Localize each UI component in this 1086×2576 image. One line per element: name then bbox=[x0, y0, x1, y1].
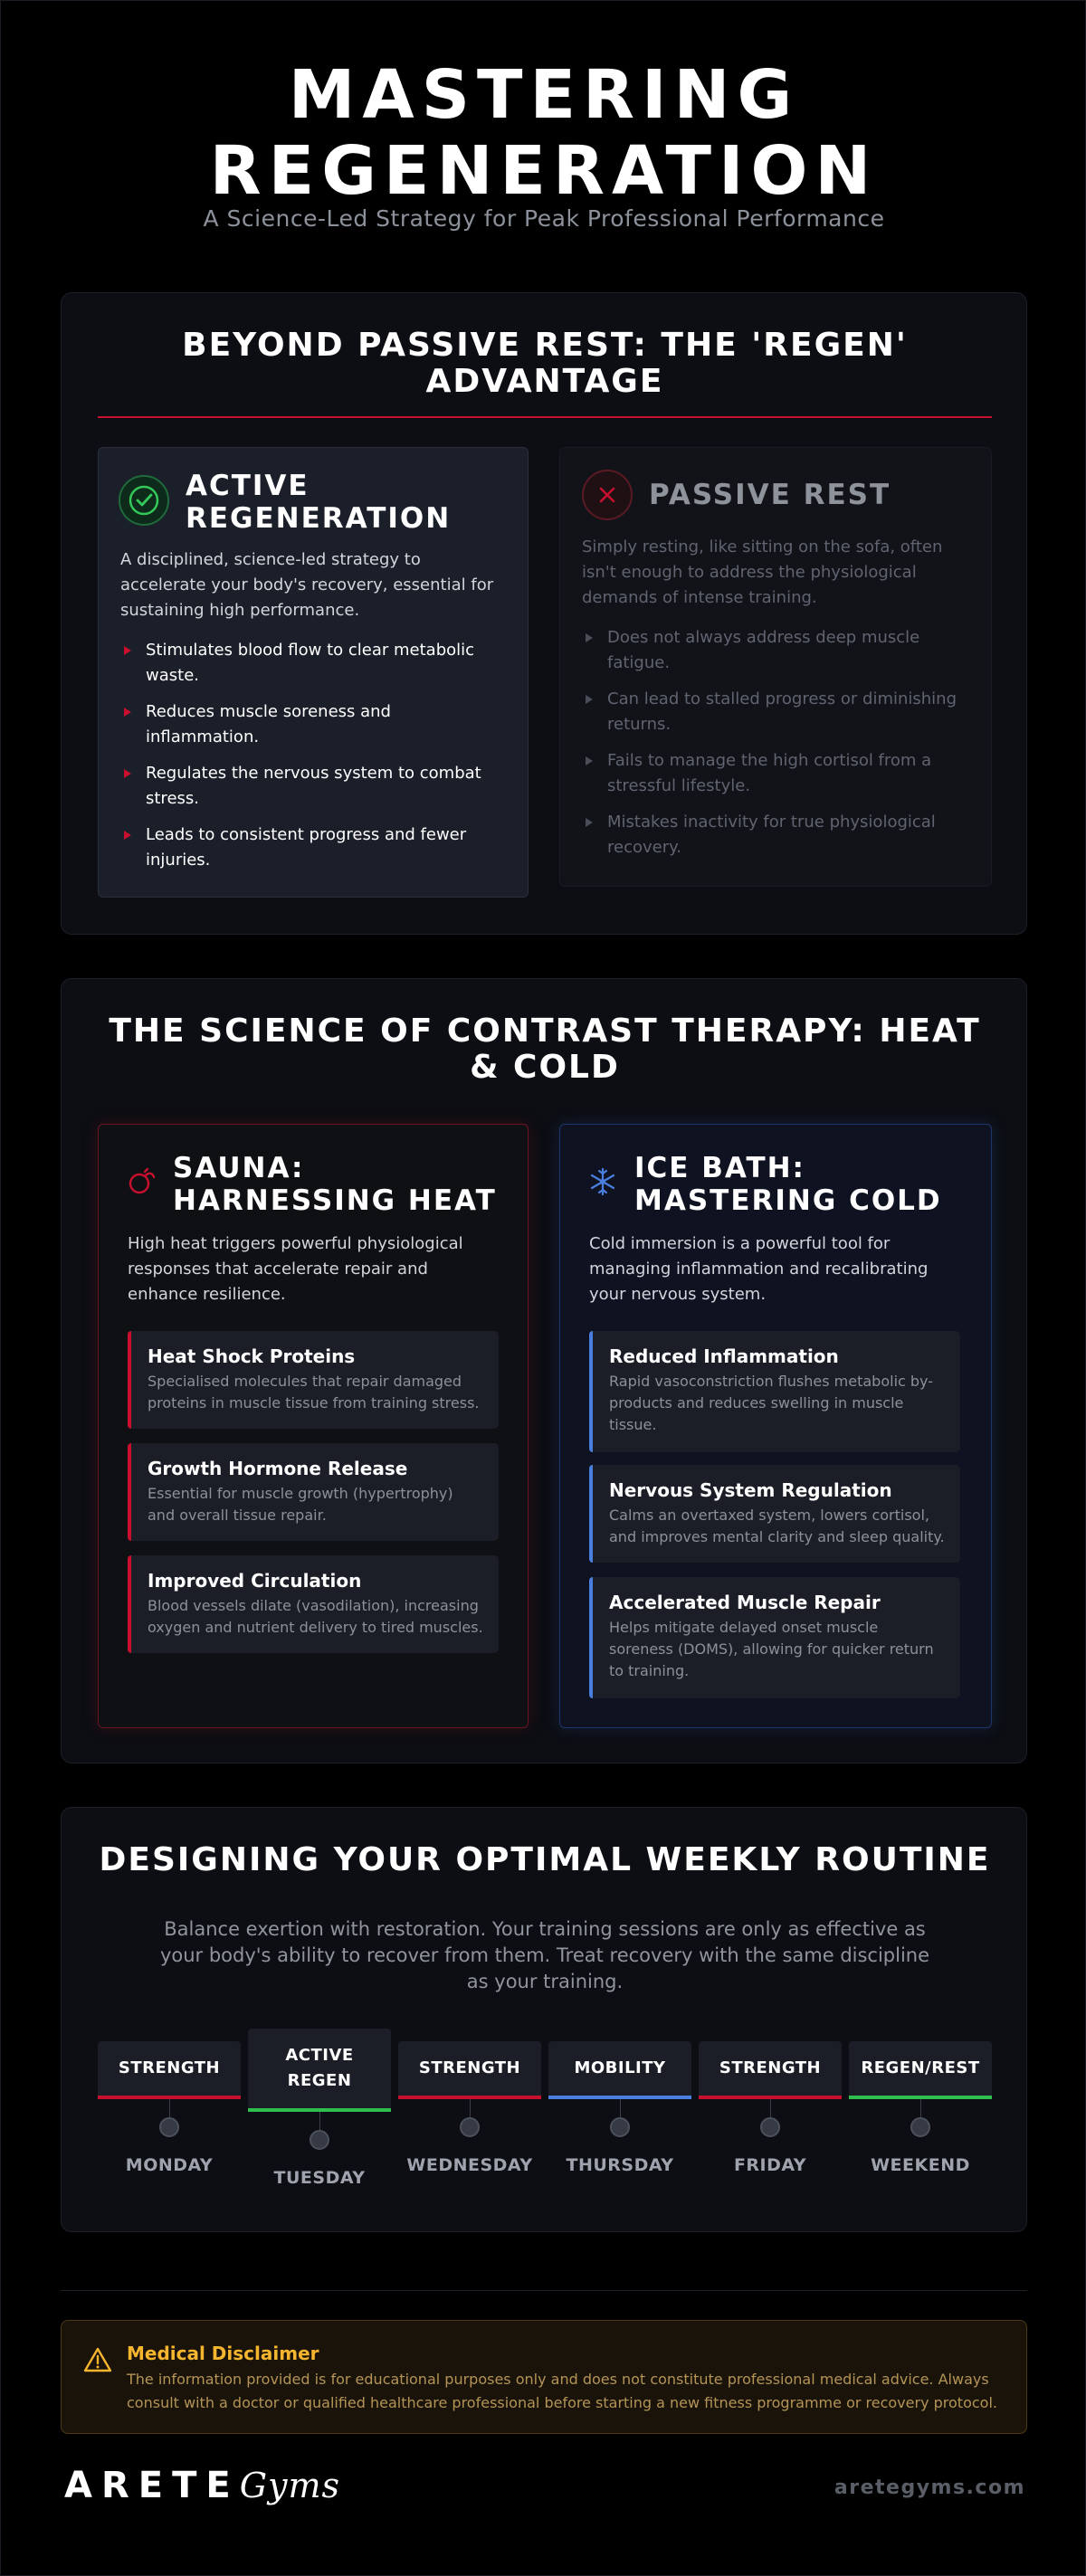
list-item: Does not always address deep muscle fatigue. bbox=[582, 625, 971, 676]
timeline-dot bbox=[610, 2117, 630, 2137]
x-circle-icon bbox=[582, 470, 633, 520]
day-label: TUESDAY bbox=[273, 2168, 366, 2188]
connector-line bbox=[169, 2099, 170, 2117]
section-title bbox=[98, 1013, 992, 1086]
bullet-arrow-icon bbox=[124, 831, 131, 840]
connector-line bbox=[770, 2099, 771, 2117]
sauna-benefit-card bbox=[128, 1331, 499, 1429]
connector-line bbox=[470, 2099, 471, 2117]
activity-label: STRENGTH bbox=[118, 2058, 221, 2077]
activity-label-line1: ACTIVE bbox=[285, 2046, 354, 2065]
ice-benefit-card bbox=[589, 1331, 960, 1452]
bullet-arrow-icon bbox=[586, 695, 593, 704]
activity-label: REGEN/REST bbox=[861, 2058, 980, 2077]
activity-label: MOBILITY bbox=[574, 2058, 666, 2077]
day-activity-box bbox=[699, 2041, 842, 2099]
page-title-line2: REGENERATION bbox=[209, 132, 879, 210]
list-item: Regulates the nervous system to combat stress. bbox=[120, 761, 506, 812]
sauna-card bbox=[98, 1124, 529, 1728]
accent-bar bbox=[128, 1443, 131, 1541]
day-activity-box bbox=[248, 2029, 391, 2112]
passive-rest-description: Simply resting, like sitting on the sofa, often isn't enough to address the physiological demands of intense training. bbox=[582, 537, 943, 607]
benefit-text: Rapid vasoconstriction flushes metabolic by-products and reduces swelling in muscle tissue. bbox=[609, 1373, 934, 1433]
day-activity-box bbox=[398, 2041, 541, 2099]
day-label: MONDAY bbox=[125, 2155, 214, 2175]
bullet-arrow-icon bbox=[124, 769, 131, 778]
accent-bar bbox=[128, 1555, 131, 1653]
benefit-text: Blood vessels dilate (vasodilation), increasing oxygen and nutrient delivery to tired muscles. bbox=[148, 1597, 483, 1636]
day-label: WEEKEND bbox=[871, 2155, 970, 2175]
sauna-benefit-card bbox=[128, 1555, 499, 1653]
sauna-heading-line2: HARNESSING HEAT bbox=[173, 1184, 497, 1217]
passive-rest-card bbox=[559, 447, 992, 887]
day-activity-box bbox=[849, 2041, 992, 2099]
timeline-dot bbox=[760, 2117, 780, 2137]
sauna-benefit-card bbox=[128, 1443, 499, 1541]
disclaimer-title: Medical Disclaimer bbox=[127, 2343, 319, 2364]
accent-bar bbox=[128, 1331, 131, 1429]
ice-benefit-card bbox=[589, 1465, 960, 1563]
footer-divider bbox=[61, 2290, 1027, 2291]
active-heading-line1: ACTIVE bbox=[186, 470, 310, 502]
list-item: Reduces muscle soreness and inflammation. bbox=[120, 699, 506, 750]
check-circle-icon bbox=[119, 475, 169, 526]
page-title bbox=[1, 57, 1086, 209]
heat-swirl-icon bbox=[126, 1166, 157, 1197]
benefit-title: Improved Circulation bbox=[148, 1570, 362, 1592]
warning-triangle-icon bbox=[83, 2346, 112, 2373]
disclaimer-text: The information provided is for educational purposes only and does not constitute professional medical advice. Always consult with a doctor or qualified healthcare professional before starting a new fitness programme or recovery protocol. bbox=[127, 2371, 997, 2411]
day-activity-box bbox=[98, 2041, 241, 2099]
page-title-line1: MASTERING bbox=[288, 56, 800, 134]
benefit-text: Specialised molecules that repair damaged proteins in muscle tissue from training stress. bbox=[148, 1373, 480, 1412]
section-contrast-therapy bbox=[61, 978, 1027, 1763]
section-title: DESIGNING YOUR OPTIMAL WEEKLY ROUTINE bbox=[99, 1841, 991, 1878]
section-title bbox=[98, 328, 992, 400]
timeline-dot bbox=[310, 2130, 329, 2150]
timeline-dot bbox=[910, 2117, 930, 2137]
list-item: Can lead to stalled progress or diminishing returns. bbox=[582, 687, 971, 737]
bullet-arrow-icon bbox=[124, 708, 131, 717]
passive-drawbacks-list bbox=[582, 625, 971, 871]
bullet-arrow-icon bbox=[586, 818, 593, 827]
bullet-arrow-icon bbox=[586, 756, 593, 765]
active-heading-line2: REGENERATION bbox=[186, 502, 452, 535]
accent-bar bbox=[589, 1577, 593, 1698]
active-regeneration-card bbox=[98, 447, 529, 898]
bullet-arrow-icon bbox=[586, 633, 593, 642]
connector-line bbox=[319, 2112, 320, 2130]
ice-heading-line1: ICE BATH: bbox=[634, 1152, 805, 1184]
benefit-text: Essential for muscle growth (hypertrophy) and overall tissue repair. bbox=[148, 1485, 453, 1524]
activity-label: STRENGTH bbox=[418, 2058, 521, 2077]
active-regeneration-description: A disciplined, science-led strategy to accelerate your body's recovery, essential for sustaining high performance. bbox=[120, 550, 494, 620]
brand-main-text: ARETE bbox=[64, 2465, 240, 2506]
benefit-title: Nervous System Regulation bbox=[609, 1479, 892, 1501]
benefit-title: Reduced Inflammation bbox=[609, 1345, 839, 1367]
section-title-line1: THE SCIENCE OF CONTRAST THERAPY: HEAT bbox=[109, 1012, 981, 1050]
bullet-arrow-icon bbox=[124, 646, 131, 655]
active-benefits-list bbox=[120, 638, 506, 884]
day-label: THURSDAY bbox=[566, 2155, 674, 2175]
day-label: WEDNESDAY bbox=[406, 2155, 533, 2175]
website-link[interactable]: aretegyms.com bbox=[834, 2476, 1025, 2499]
day-activity-box bbox=[548, 2041, 691, 2099]
activity-label: STRENGTH bbox=[719, 2058, 822, 2077]
ice-bath-card bbox=[559, 1124, 992, 1728]
section-title-line2: & COLD bbox=[470, 1049, 620, 1086]
benefit-text: Calms an overtaxed system, lowers cortisol, and improves mental clarity and sleep quality. bbox=[609, 1507, 945, 1545]
snowflake-icon bbox=[587, 1166, 618, 1197]
ice-bath-heading bbox=[634, 1152, 942, 1217]
section-weekly-routine bbox=[61, 1807, 1027, 2232]
timeline-dot bbox=[460, 2117, 480, 2137]
section-divider bbox=[98, 416, 992, 418]
list-item: Stimulates blood flow to clear metabolic waste. bbox=[120, 638, 506, 689]
brand-logo[interactable] bbox=[64, 2465, 340, 2506]
benefit-text: Helps mitigate delayed onset muscle soreness (DOMS), allowing for quicker return to training. bbox=[609, 1619, 934, 1679]
section-title-line2: ADVANTAGE bbox=[425, 363, 664, 400]
ice-heading-line2: MASTERING COLD bbox=[634, 1184, 942, 1217]
page-subtitle: A Science-Led Strategy for Peak Professional Performance bbox=[203, 205, 885, 232]
sauna-heading-line1: SAUNA: bbox=[173, 1152, 305, 1184]
day-label: FRIDAY bbox=[733, 2155, 807, 2175]
ice-bath-description: Cold immersion is a powerful tool for managing inflammation and recalibrating your nervous system. bbox=[589, 1234, 929, 1304]
list-item: Leads to consistent progress and fewer injuries. bbox=[120, 822, 506, 873]
active-regeneration-heading bbox=[186, 470, 451, 535]
benefit-title: Accelerated Muscle Repair bbox=[609, 1592, 881, 1613]
routine-description: Balance exertion with restoration. Your training sessions are only as effective as your body's ability to recover from them. Treat recovery with the same discipline as your training. bbox=[159, 1918, 930, 1992]
ice-benefit-card bbox=[589, 1577, 960, 1698]
brand-script-text: Gyms bbox=[239, 2466, 341, 2505]
list-item: Fails to manage the high cortisol from a stressful lifestyle. bbox=[582, 748, 971, 799]
section-regen-advantage bbox=[61, 292, 1027, 935]
benefit-title: Growth Hormone Release bbox=[148, 1458, 408, 1479]
section-title-line1: BEYOND PASSIVE REST: THE 'REGEN' bbox=[182, 327, 908, 364]
sauna-description: High heat triggers powerful physiological responses that accelerate repair and enhance resilience. bbox=[128, 1234, 463, 1304]
passive-rest-heading: PASSIVE REST bbox=[649, 479, 891, 511]
activity-label-line2: REGEN bbox=[287, 2071, 352, 2090]
accent-bar bbox=[589, 1331, 593, 1452]
medical-disclaimer bbox=[61, 2320, 1027, 2434]
accent-bar bbox=[589, 1465, 593, 1563]
connector-line bbox=[620, 2099, 621, 2117]
sauna-heading bbox=[173, 1152, 497, 1217]
timeline-dot bbox=[159, 2117, 179, 2137]
list-item: Mistakes inactivity for true physiological recovery. bbox=[582, 810, 971, 860]
benefit-title: Heat Shock Proteins bbox=[148, 1345, 356, 1367]
connector-line bbox=[920, 2099, 921, 2117]
